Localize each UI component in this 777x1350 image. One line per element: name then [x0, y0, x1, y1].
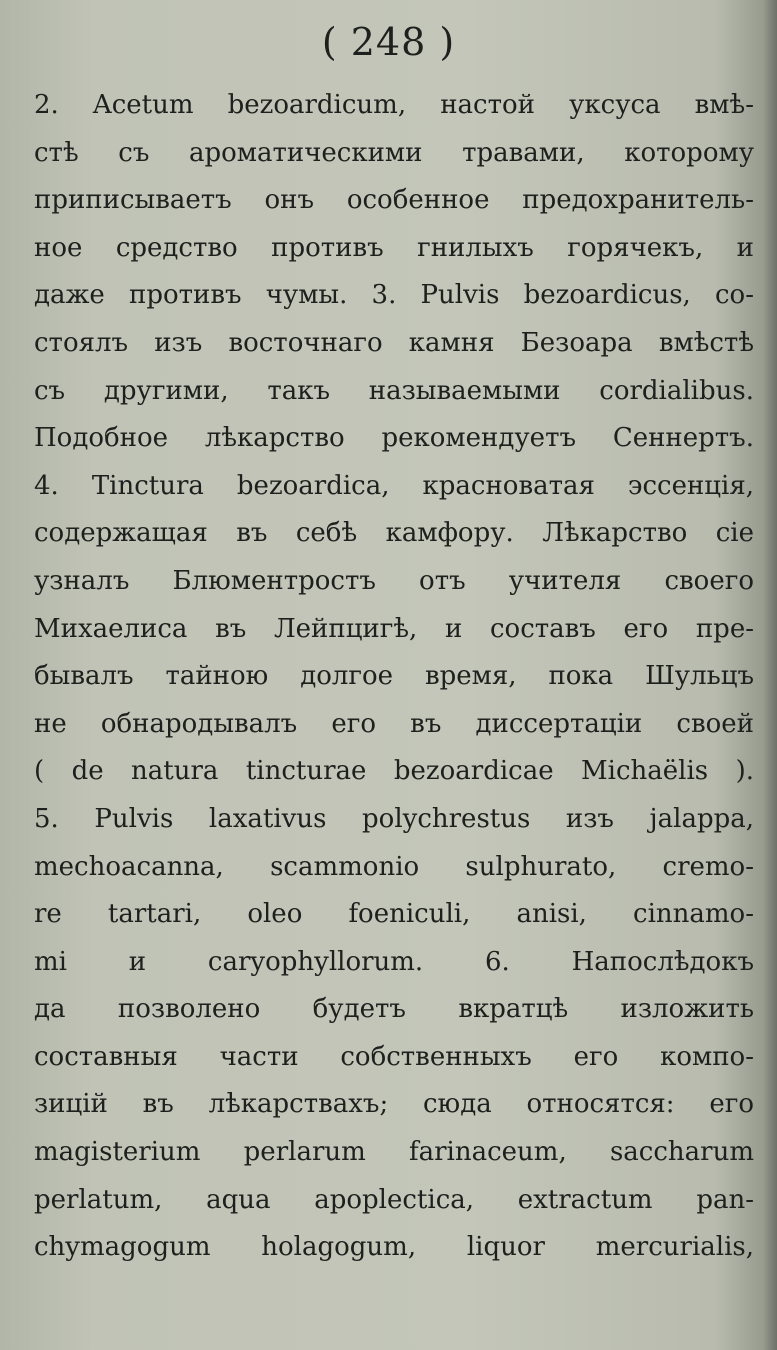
text-line: составныя части собственныхъ его компо-: [34, 1041, 754, 1072]
text-line: ное средство противъ гнилыхъ горячекъ, и: [34, 232, 754, 263]
text-line: perlatum, aqua apoplectica, extractum pan-: [34, 1184, 754, 1215]
text-line: Подобное лѣкарство рекомендуетъ Сеннертъ.: [34, 423, 754, 454]
text-line: magisterium perlarum farinaceum, saccharum: [34, 1137, 754, 1168]
text-line: Михаелиса въ Лейпцигѣ, и составъ его пре-: [34, 613, 754, 644]
text-line: зицій въ лѣкарствахъ; сюда относятся: его: [34, 1089, 754, 1120]
text-line: съ другими, такъ называемыми cordialibus.: [34, 375, 754, 406]
text-line: бывалъ тайною долгое время, пока Шульцъ: [34, 661, 754, 692]
text-line: chymagogum holagogum, liquor mercurialis,: [34, 1232, 754, 1263]
text-line: 4. Tinctura bezoardica, красноватая эссенція,: [34, 470, 754, 501]
text-line: не обнародывалъ его въ диссертаціи своей: [34, 708, 754, 739]
text-line: узналъ Блюментростъ отъ учителя своего: [34, 565, 754, 596]
page-number: ( 248 ): [321, 20, 456, 64]
text-line: 5. Pulvis laxativus polychrestus изъ jalappa,: [34, 803, 754, 834]
text-line: да позволено будетъ вкратцѣ изложить: [34, 994, 754, 1025]
body-text: [34, 82, 754, 1272]
text-line: mi и caryophyllorum. 6. Напослѣдокъ: [34, 946, 754, 977]
text-line: приписываетъ онъ особенное предохранитель-: [34, 185, 754, 216]
text-line: 2. Acetum bezoardicum, настой уксуса вмѣ-: [34, 90, 754, 120]
text-line: даже противъ чумы. 3. Pulvis bezoardicus, со-: [34, 280, 754, 311]
text-line: mechoacanna, scammonio sulphurato, cremo-: [34, 851, 754, 882]
page-edge-shadow: [763, 0, 777, 1350]
text-line: ( de natura tincturae bezoardicae Michaëlis ).: [34, 756, 754, 787]
text-line: стѣ съ ароматическими травами, которому: [34, 137, 754, 168]
text-line: содержащая въ себѣ камфору. Лѣкарство сіе: [34, 518, 754, 549]
text-line: стоялъ изъ восточнаго камня Безоара вмѣстѣ: [34, 327, 754, 358]
text-line: re tartari, oleo foeniculi, anisi, cinnamo-: [34, 899, 754, 930]
